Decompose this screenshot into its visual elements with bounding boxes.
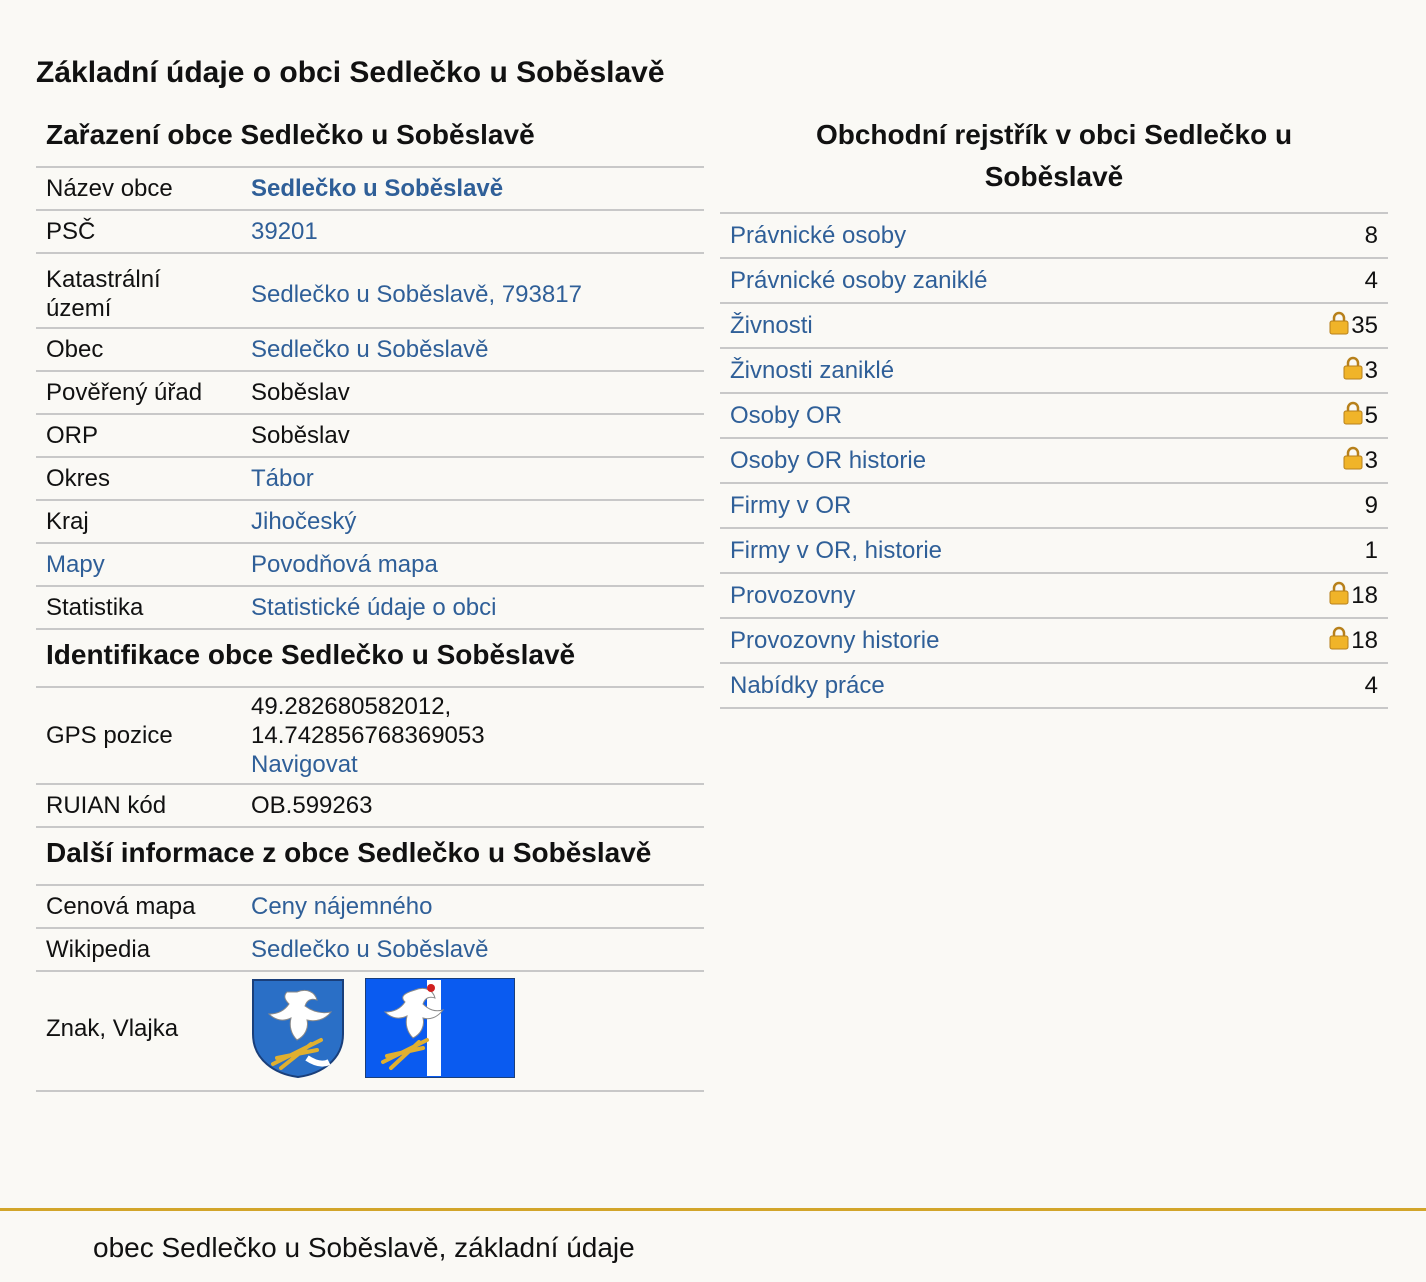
- table-row: [36, 543, 704, 586]
- row-value-link[interactable]: Jihočeský: [251, 508, 357, 535]
- table-row: [720, 393, 1388, 438]
- register-link[interactable]: Osoby OR historie: [730, 447, 927, 474]
- table-row: [36, 328, 704, 371]
- table-row: [720, 618, 1388, 663]
- table-row: [720, 528, 1388, 573]
- table-row: [720, 214, 1388, 258]
- lock-icon: [1329, 581, 1349, 605]
- register-count: 9: [1364, 492, 1378, 519]
- row-label: Název obce: [36, 168, 241, 210]
- table-row: [720, 258, 1388, 303]
- emblem-label: Znak, Vlajka: [36, 971, 241, 1091]
- table-row: [720, 663, 1388, 708]
- wikipedia-link[interactable]: Sedlečko u Soběslavě: [251, 936, 489, 963]
- emblem-cell: [241, 971, 704, 1091]
- row-label: Okres: [36, 457, 241, 500]
- flag-image[interactable]: [365, 978, 515, 1078]
- table-row: [36, 688, 704, 784]
- row-value: Soběslav: [241, 414, 704, 457]
- register-count: 1: [1364, 537, 1378, 564]
- table-row: [36, 168, 704, 210]
- table-row: [36, 500, 704, 543]
- ruian-value: OB.599263: [241, 784, 704, 827]
- register-count: 4: [1364, 672, 1378, 699]
- lock-icon: [1343, 446, 1363, 470]
- table-row: [720, 303, 1388, 348]
- register-link[interactable]: Firmy v OR, historie: [730, 537, 943, 564]
- business-register-table: [720, 214, 1388, 709]
- register-link[interactable]: Provozovny historie: [730, 627, 940, 654]
- footer-text: obec Sedlečko u Soběslavě, základní údaje: [93, 1232, 635, 1263]
- gps-value: [241, 688, 704, 784]
- table-row: [36, 210, 704, 253]
- ruian-label: RUIAN kód: [36, 784, 241, 827]
- register-count: 3: [1364, 447, 1378, 474]
- right-column: [720, 110, 1388, 709]
- table-row: [36, 886, 704, 928]
- table-row: [36, 586, 704, 629]
- register-link[interactable]: Firmy v OR: [730, 492, 852, 519]
- footer-divider: [0, 1208, 1426, 1211]
- wikipedia-label: Wikipedia: [36, 928, 241, 971]
- register-link[interactable]: Živnosti: [730, 312, 813, 339]
- row-value-link[interactable]: Statistické údaje o obci: [251, 594, 497, 621]
- register-count: 4: [1364, 267, 1378, 294]
- price-map-label: Cenová mapa: [36, 886, 241, 928]
- register-count: 5: [1364, 402, 1378, 429]
- gps-longitude: 14.742856768369053: [251, 722, 485, 749]
- register-link[interactable]: Osoby OR: [730, 402, 843, 429]
- row-value-link[interactable]: Tábor: [251, 465, 314, 492]
- row-label: Statistika: [36, 586, 241, 629]
- rent-prices-link[interactable]: Ceny nájemného: [251, 893, 433, 920]
- row-value-link[interactable]: 39201: [251, 218, 318, 245]
- row-label: Obec: [36, 328, 241, 371]
- table-row: [36, 414, 704, 457]
- register-count: 18: [1351, 627, 1378, 654]
- navigate-link[interactable]: Navigovat: [251, 751, 358, 778]
- table-row: [36, 457, 704, 500]
- row-label: Pověřený úřad: [36, 371, 241, 414]
- table-row: [36, 371, 704, 414]
- table-row: [36, 253, 704, 328]
- gps-latitude: 49.282680582012,: [251, 693, 452, 720]
- row-value: Soběslav: [241, 371, 704, 414]
- identification-heading: Identifikace obce Sedlečko u Soběslavě: [36, 630, 704, 688]
- register-link[interactable]: Právnické osoby zaniklé: [730, 267, 988, 294]
- register-count: 3: [1364, 357, 1378, 384]
- row-label: Katastrální území: [36, 253, 241, 328]
- table-row: [720, 438, 1388, 483]
- coat-of-arms-image[interactable]: [251, 978, 345, 1078]
- classification-table: [36, 168, 704, 630]
- register-count: 18: [1351, 582, 1378, 609]
- register-count: 8: [1364, 222, 1378, 249]
- left-column: [36, 110, 704, 1092]
- row-value-link[interactable]: Sedlečko u Soběslavě: [251, 336, 489, 363]
- row-label: ORP: [36, 414, 241, 457]
- row-label: Kraj: [36, 500, 241, 543]
- gps-label: GPS pozice: [36, 688, 241, 784]
- register-count: 35: [1351, 312, 1378, 339]
- register-link[interactable]: Provozovny: [730, 582, 856, 609]
- row-value-link[interactable]: Sedlečko u Soběslavě: [251, 175, 504, 202]
- register-link[interactable]: Nabídky práce: [730, 672, 885, 699]
- register-link[interactable]: Živnosti zaniklé: [730, 357, 895, 384]
- lock-icon: [1329, 311, 1349, 335]
- maps-link[interactable]: Mapy: [46, 551, 105, 578]
- register-link[interactable]: Právnické osoby: [730, 222, 907, 249]
- table-row: [36, 928, 704, 971]
- more-info-table: [36, 886, 704, 1092]
- lock-icon: [1329, 626, 1349, 650]
- business-register-heading: Obchodní rejstřík v obci Sedlečko u Soběslavě: [720, 110, 1388, 214]
- table-row: [720, 348, 1388, 393]
- lock-icon: [1343, 356, 1363, 380]
- lock-icon: [1343, 401, 1363, 425]
- table-row: [720, 573, 1388, 618]
- table-row: [720, 483, 1388, 528]
- row-value-link[interactable]: Sedlečko u Soběslavě, 793817: [251, 280, 582, 308]
- table-row: [36, 784, 704, 827]
- row-label: PSČ: [36, 210, 241, 253]
- table-row: [36, 971, 704, 1091]
- more-info-heading: Další informace z obce Sedlečko u Soběslavě: [36, 828, 704, 886]
- identification-table: [36, 688, 704, 828]
- page-title: Základní údaje o obci Sedlečko u Soběslavě: [36, 56, 665, 89]
- classification-heading: Zařazení obce Sedlečko u Soběslavě: [36, 110, 704, 168]
- row-value-link[interactable]: Povodňová mapa: [251, 551, 438, 578]
